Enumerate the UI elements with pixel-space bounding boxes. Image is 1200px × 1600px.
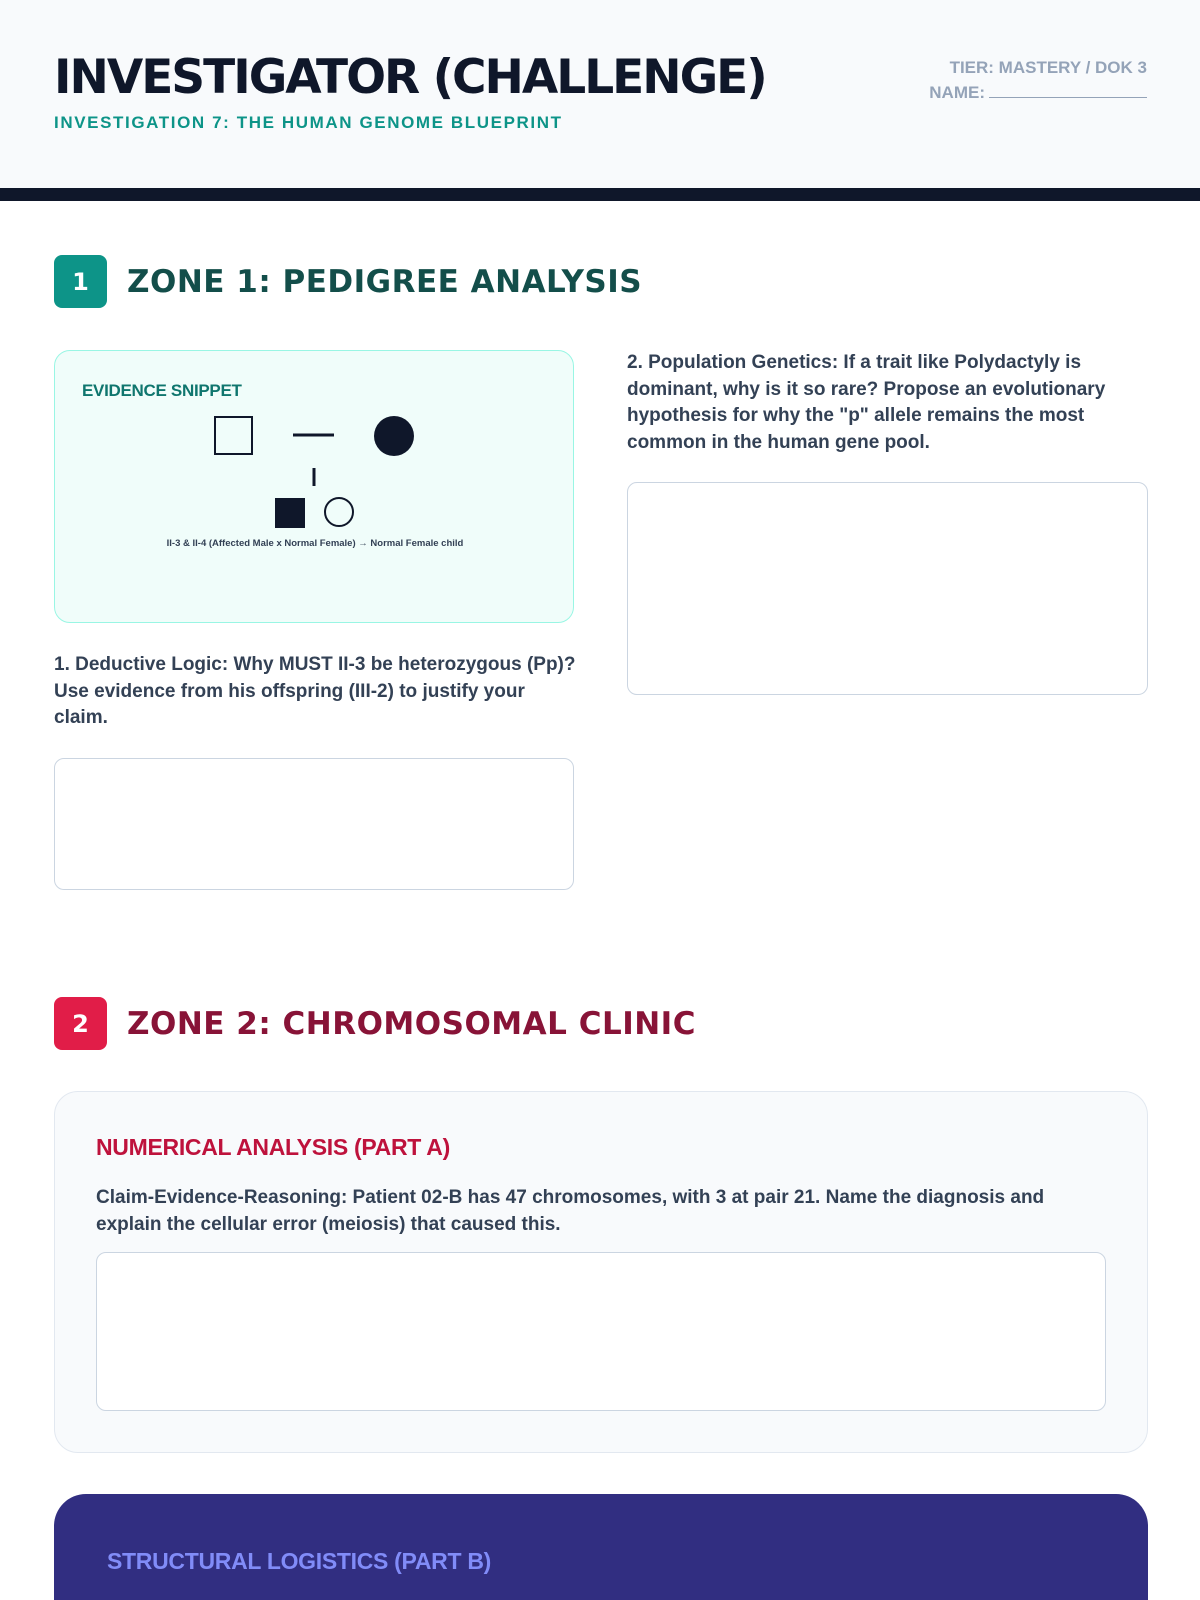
evidence-snippet-label: EVIDENCE SNIPPET <box>82 381 242 400</box>
zone-2-heading <box>54 997 696 1050</box>
part-a-question: Claim-Evidence-Reasoning: Patient 02-B has 47 chromosomes, with 3 at pair 21. Name the diagnosis and explain the cellular error (meiosis) that caused this. <box>96 1187 1045 1235</box>
zone-1-heading <box>54 255 642 308</box>
part-b-card <box>54 1494 1148 1600</box>
page-subtitle: INVESTIGATION 7: THE HUMAN GENOME BLUEPRINT <box>54 113 563 132</box>
part-a-card <box>54 1091 1148 1453</box>
pedigree-male-affected <box>275 498 305 528</box>
evidence-snippet-card <box>54 350 574 623</box>
pedigree-female-unaffected <box>325 498 353 526</box>
zone-1-number-badge: 1 <box>54 255 107 308</box>
question-1-text: 1. Deductive Logic: Why MUST II-3 be heterozygous (Pp)? Use evidence from his offspring (III-2) to justify your claim. <box>54 654 576 728</box>
answer-box-1[interactable] <box>54 758 574 890</box>
name-line <box>989 83 1147 98</box>
page-title: INVESTIGATOR (CHALLENGE) <box>54 50 766 105</box>
header-divider <box>0 188 1200 201</box>
name-field[interactable] <box>929 80 1147 105</box>
pedigree-female-affected <box>374 416 414 456</box>
part-b-title: STRUCTURAL LOGISTICS (PART B) <box>107 1548 491 1574</box>
answer-box-2[interactable] <box>627 482 1148 695</box>
zone-1-title: ZONE 1: PEDIGREE ANALYSIS <box>127 263 643 300</box>
answer-box-part-a[interactable] <box>96 1252 1106 1411</box>
tier-label: TIER: MASTERY / DOK 3 <box>949 58 1147 77</box>
zone-2-title: ZONE 2: CHROMOSOMAL CLINIC <box>127 1005 696 1042</box>
pedigree-male-unaffected <box>215 417 252 454</box>
pedigree-caption: II-3 & II-4 (Affected Male x Normal Female) → Normal Female child <box>166 538 464 549</box>
header-meta <box>929 55 1147 105</box>
part-a-title: NUMERICAL ANALYSIS (PART A) <box>96 1134 450 1160</box>
name-label: NAME: <box>929 83 985 102</box>
pedigree-diagram <box>55 351 575 624</box>
zone-2-number-badge: 2 <box>54 997 107 1050</box>
question-2-text: 2. Population Genetics: If a trait like Polydactyly is dominant, why is it so rare? Propose an evolutionary hypothesis for why the "p" allele remains the most common in the human gene pool. <box>627 352 1106 453</box>
page-header <box>0 0 1200 188</box>
